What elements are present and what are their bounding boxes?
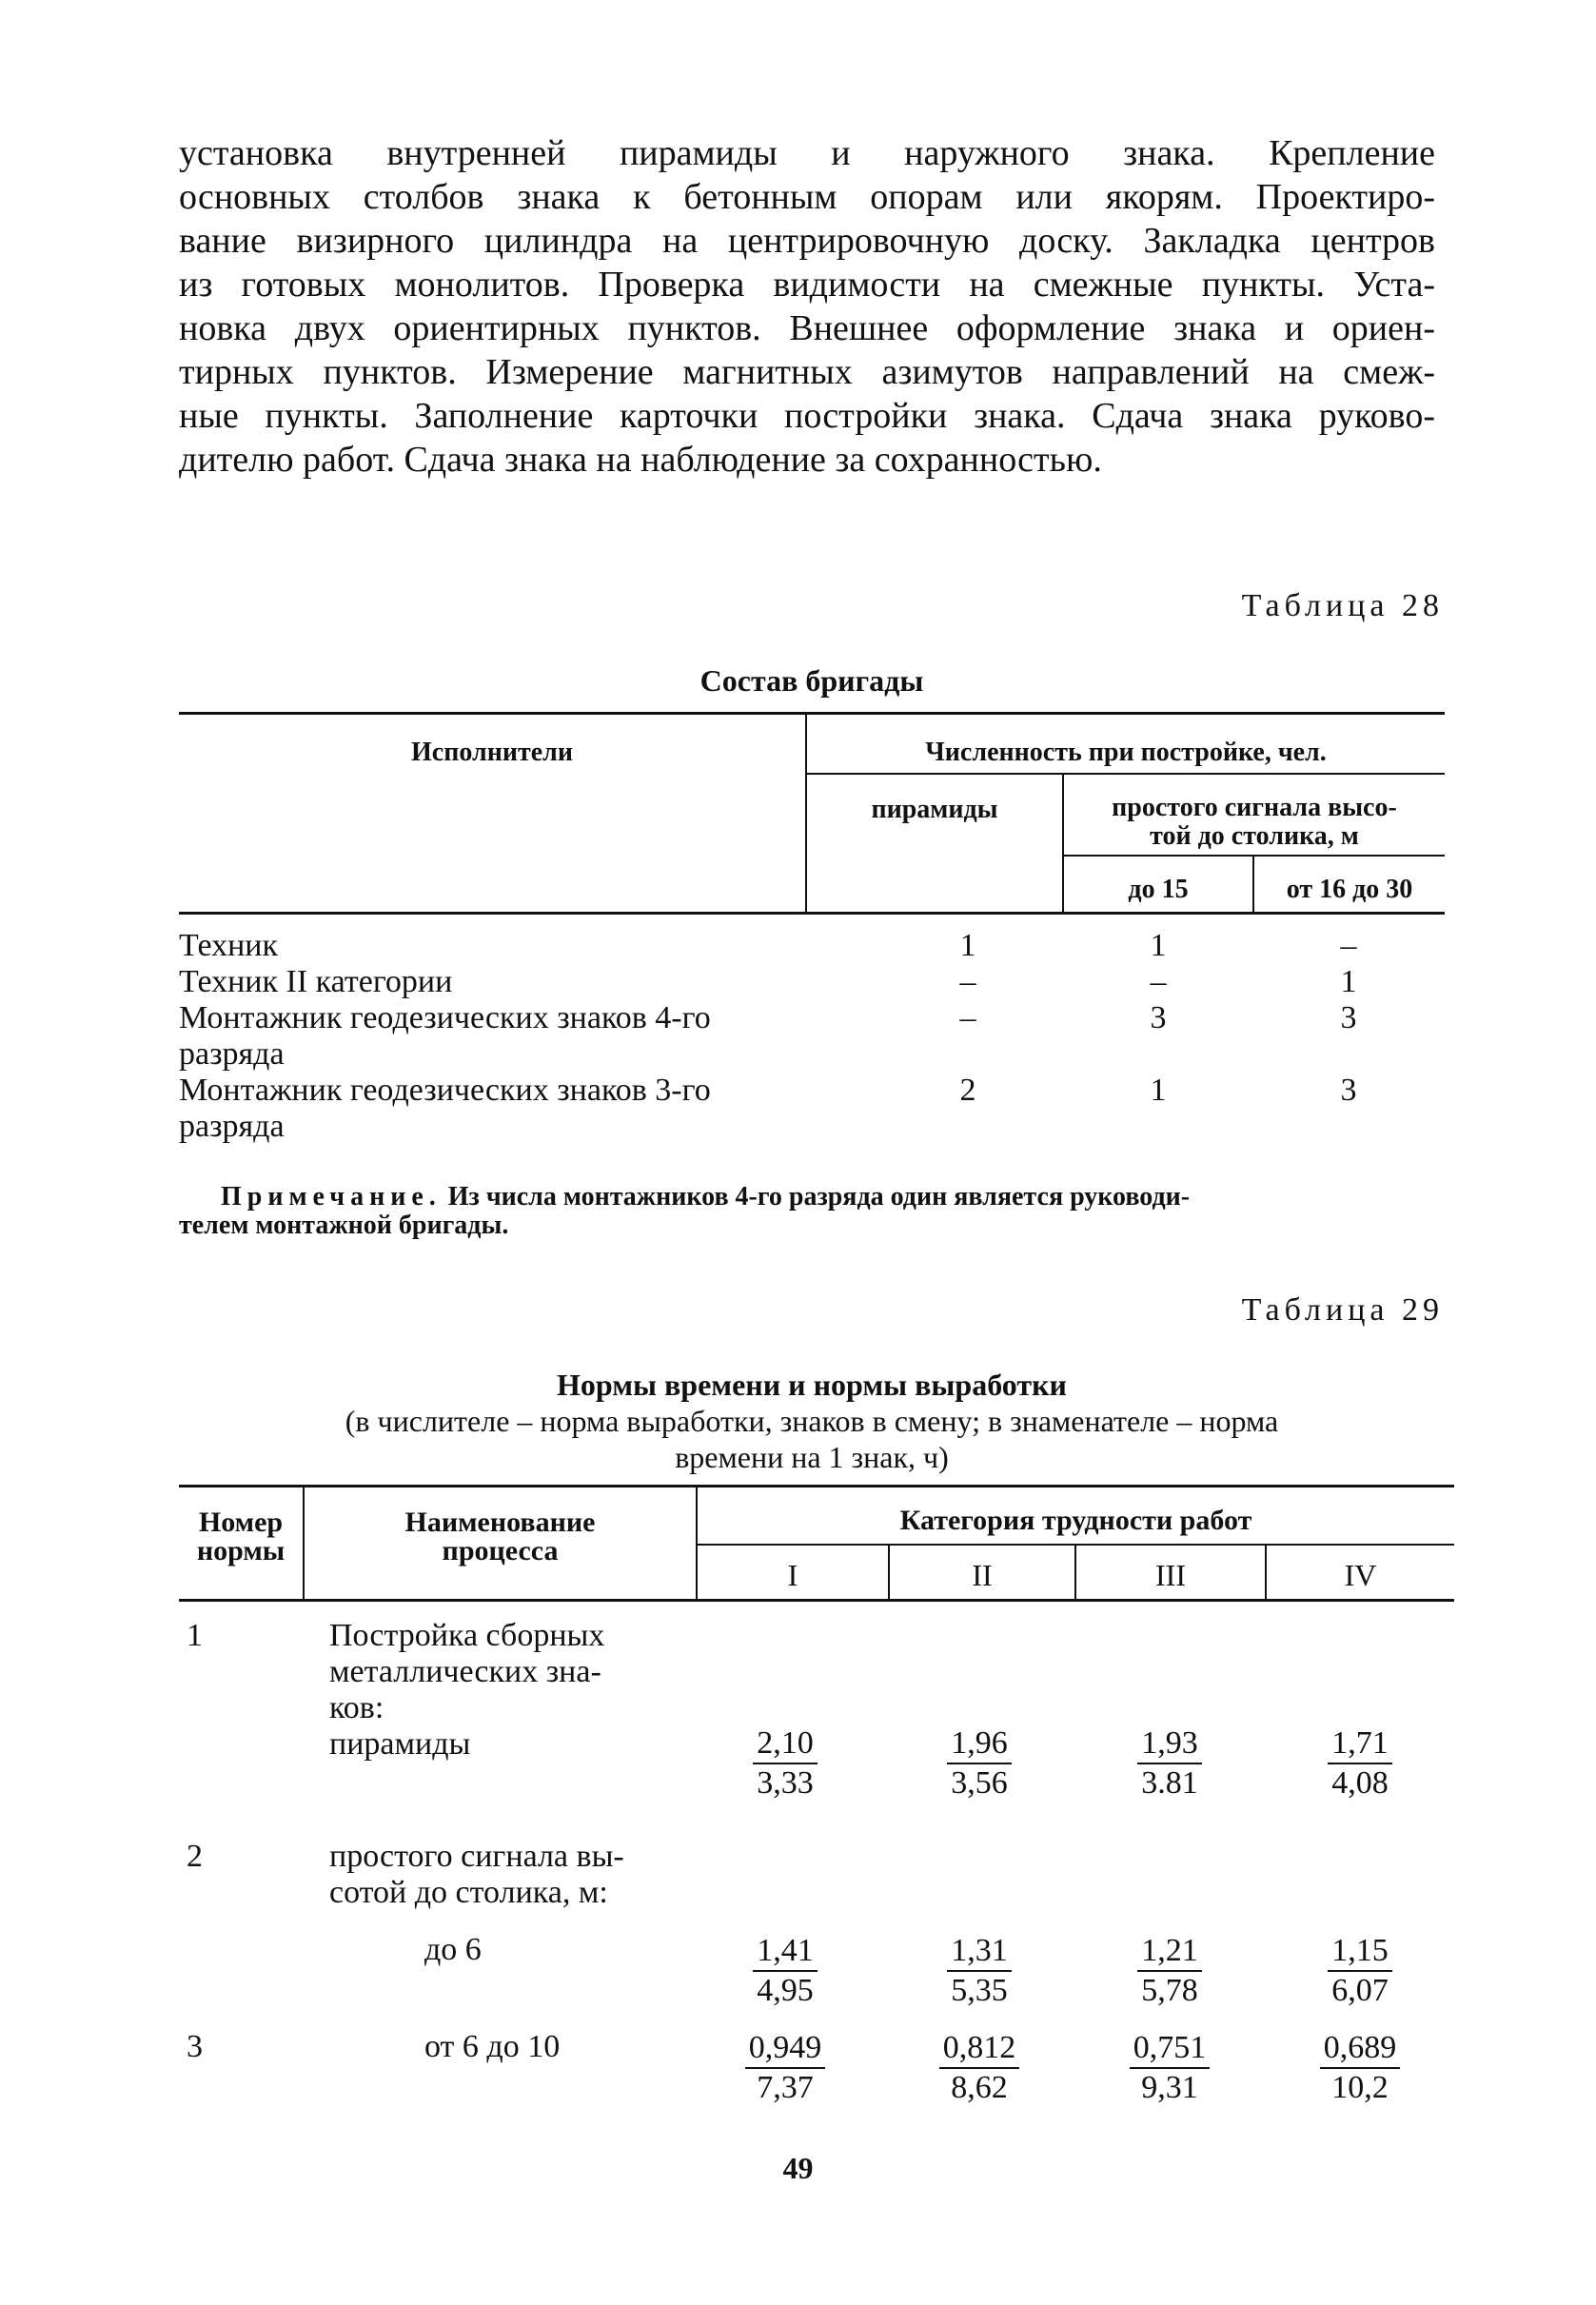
numerator: 0,812 xyxy=(939,2029,1020,2069)
header-cat-3: III xyxy=(1155,1558,1186,1592)
value-cat-3 xyxy=(1103,2029,1236,2107)
section-line: металлических зна- xyxy=(329,1654,601,1689)
denominator: 4,08 xyxy=(1331,1765,1389,1801)
denominator: 6,07 xyxy=(1331,1973,1389,2008)
header-cat-1: I xyxy=(787,1558,798,1592)
cell-from16: 1 xyxy=(1340,964,1357,999)
header-process-line: Наименование xyxy=(404,1507,596,1538)
row-number: 1 xyxy=(187,1618,203,1653)
header-cat-4: IV xyxy=(1344,1558,1377,1592)
subtitle-line: времени на 1 знак, ч) xyxy=(675,1440,949,1474)
numerator: 0,689 xyxy=(1320,2029,1401,2069)
denominator: 5,78 xyxy=(1141,1973,1198,2008)
section-heading xyxy=(329,1618,604,1726)
header-signal-line: простого сигнала высо- xyxy=(1112,793,1397,822)
header-process-line: процесса xyxy=(442,1535,559,1566)
cell-pyramid: – xyxy=(959,1000,976,1035)
header-performers: Исполнители xyxy=(411,738,573,767)
table29-title: Нормы времени и нормы выработки xyxy=(557,1368,1067,1402)
intro-paragraph xyxy=(179,131,1435,482)
cell-upto15: – xyxy=(1150,964,1167,999)
table28-note xyxy=(179,1182,1448,1240)
section-line: сотой до столика, м: xyxy=(329,1875,608,1910)
row-name: Монтажник геодезических знаков 4-го xyxy=(179,1000,711,1035)
numerator: 1,93 xyxy=(1137,1724,1202,1764)
value-cat-2 xyxy=(913,1932,1046,2010)
table28-label: Таблица 28 xyxy=(1241,588,1444,623)
denominator: 4,95 xyxy=(757,1973,814,2008)
row-name-cont: разряда xyxy=(179,1036,285,1072)
denominator: 10,2 xyxy=(1331,2070,1389,2105)
section-line: ков: xyxy=(329,1690,384,1725)
header-process xyxy=(305,1508,696,1566)
header-signal xyxy=(1064,794,1445,851)
denominator: 5,35 xyxy=(951,1973,1008,2008)
value-cat-1 xyxy=(719,1724,852,1803)
page-number: 49 xyxy=(782,2151,814,2185)
paragraph-line: новка двух ориентирных пунктов. Внешнее оформление знака и ориен- xyxy=(179,308,1435,348)
paragraph-line: из готовых монолитов. Проверка видимости на смежные пункты. Уста- xyxy=(179,265,1435,305)
row-label: пирамиды xyxy=(329,1726,471,1762)
header-category: Категория трудности работ xyxy=(899,1505,1252,1536)
value-cat-2 xyxy=(913,2029,1046,2107)
row-label: до 6 xyxy=(424,1932,482,1967)
subtitle-line: (в числителе – норма выработки, знаков в смену; в знаменателе – норма xyxy=(345,1404,1279,1438)
cell-upto15: 1 xyxy=(1150,1073,1167,1108)
header-cat-2: II xyxy=(972,1558,993,1592)
table28-title: Состав бригады xyxy=(699,663,924,698)
denominator: 8,62 xyxy=(951,2070,1008,2105)
cell-from16: 3 xyxy=(1340,1073,1357,1108)
value-cat-1 xyxy=(719,2029,852,2107)
header-upto15: до 15 xyxy=(1128,875,1189,904)
note-prefix: Примечание. xyxy=(221,1182,442,1212)
cell-pyramid: 2 xyxy=(959,1073,976,1108)
row-name-cont: разряда xyxy=(179,1109,285,1144)
row-name: Техник xyxy=(179,928,279,963)
header-signal-line: той до столика, м xyxy=(1150,821,1359,851)
denominator: 7,37 xyxy=(757,2070,814,2105)
table29-label: Таблица 29 xyxy=(1241,1292,1444,1328)
denominator: 9,31 xyxy=(1141,2070,1198,2105)
value-cat-1 xyxy=(719,1932,852,2010)
section-line: Постройка сборных xyxy=(329,1618,605,1653)
row-number: 3 xyxy=(187,2029,203,2064)
note-text: телем монтажной бригады. xyxy=(179,1211,509,1240)
paragraph-line: основных столбов знака к бетонным опорам или якорям. Проектиро- xyxy=(179,177,1435,217)
paragraph-line: тирных пунктов. Измерение магнитных азимутов направлений на смеж- xyxy=(179,352,1435,392)
denominator: 3,56 xyxy=(951,1765,1008,1801)
value-cat-2 xyxy=(913,1724,1046,1803)
paragraph-line: ные пункты. Заполнение карточки постройки знака. Сдача знака руково- xyxy=(179,396,1435,436)
header-number xyxy=(179,1508,303,1566)
value-cat-4 xyxy=(1293,1932,1427,2010)
numerator: 1,15 xyxy=(1328,1932,1392,1972)
header-pyramid: пирамиды xyxy=(871,795,998,824)
note-text: Из числа монтажников 4-го разряда один является руководи- xyxy=(447,1182,1191,1212)
denominator: 3,33 xyxy=(757,1765,814,1801)
numerator: 1,31 xyxy=(947,1932,1012,1972)
header-count: Численность при постройке, чел. xyxy=(925,738,1327,767)
header-number-line: Номер xyxy=(198,1507,284,1538)
paragraph-line: дителю работ. Сдача знака на наблюдение за сохранностью. xyxy=(179,440,1102,480)
numerator: 2,10 xyxy=(753,1724,818,1764)
header-from16to30: от 16 до 30 xyxy=(1286,875,1413,904)
numerator: 0,751 xyxy=(1130,2029,1211,2069)
numerator: 1,71 xyxy=(1328,1724,1392,1764)
numerator: 0,949 xyxy=(745,2029,826,2069)
value-cat-4 xyxy=(1293,1724,1427,1803)
numerator: 1,21 xyxy=(1137,1932,1202,1972)
value-cat-3 xyxy=(1103,1724,1236,1803)
numerator: 1,96 xyxy=(947,1724,1012,1764)
numerator: 1,41 xyxy=(753,1932,818,1972)
row-name: Техник II категории xyxy=(179,964,453,999)
section-heading xyxy=(329,1839,624,1911)
row-number: 2 xyxy=(187,1839,203,1874)
cell-upto15: 3 xyxy=(1150,1000,1167,1035)
section-line: простого сигнала вы- xyxy=(329,1839,624,1874)
row-label: от 6 до 10 xyxy=(424,2029,561,2064)
table29-subtitle xyxy=(179,1403,1445,1475)
value-cat-3 xyxy=(1103,1932,1236,2010)
cell-pyramid: 1 xyxy=(959,928,976,963)
header-number-line: нормы xyxy=(196,1535,286,1566)
denominator: 3.81 xyxy=(1141,1765,1198,1801)
cell-upto15: 1 xyxy=(1150,928,1167,963)
cell-from16: – xyxy=(1340,928,1357,963)
row-name: Монтажник геодезических знаков 3-го xyxy=(179,1073,711,1108)
paragraph-line: установка внутренней пирамиды и наружного знака. Крепление xyxy=(179,133,1435,173)
value-cat-4 xyxy=(1293,2029,1427,2107)
cell-from16: 3 xyxy=(1340,1000,1357,1035)
paragraph-line: вание визирного цилиндра на центрировочную доску. Закладка центров xyxy=(179,221,1435,261)
cell-pyramid: – xyxy=(959,964,976,999)
